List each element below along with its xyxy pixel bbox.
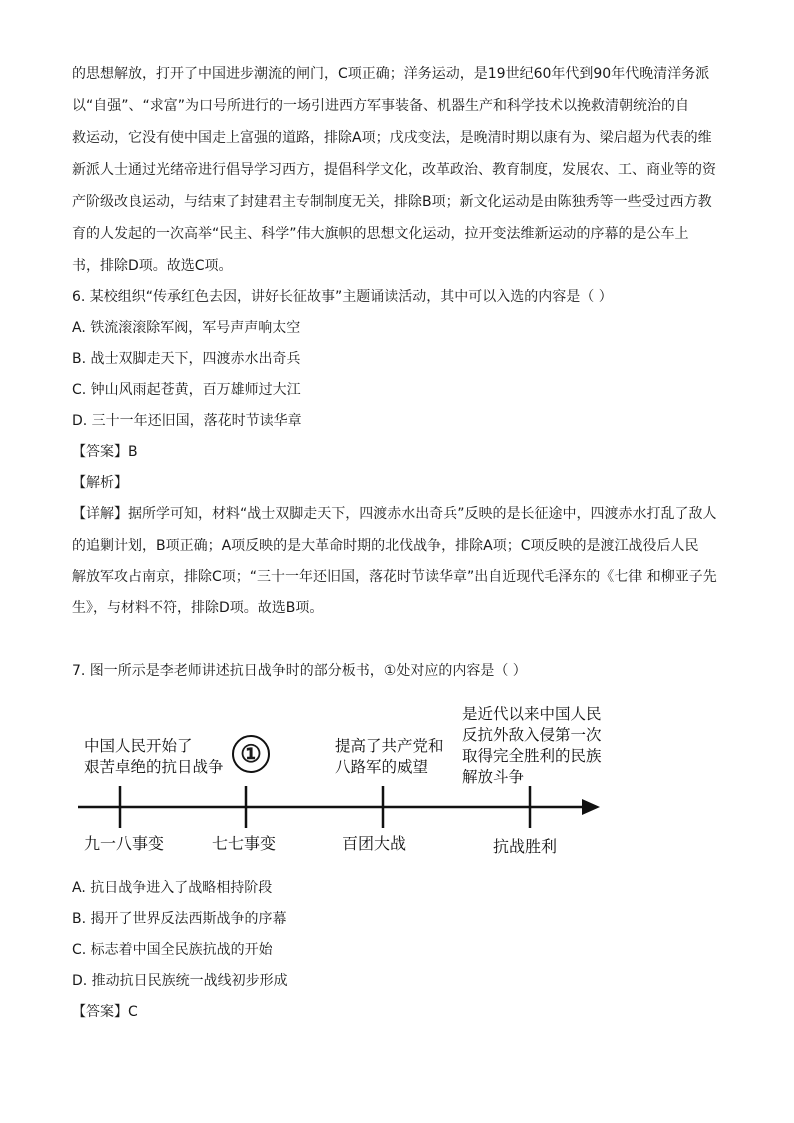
label-line: 反抗外敌入侵第一次 <box>462 726 602 744</box>
label-line: 提高了共产党和 <box>335 737 444 755</box>
detail-line: 解放军攻占南京，排除C项；“三十一年还旧国，落花时节读华章”出自近现代毛泽东的《七律 和柳亚子先 <box>72 569 717 585</box>
detail-line: 的追剿计划，B项正确；A项反映的是大革命时期的北伐战争，排除A项；C项反映的是渡江战役后人民 <box>72 538 699 554</box>
label-line: 取得完全胜利的民族 <box>462 747 602 765</box>
label-line: 中国人民开始了 <box>84 737 193 755</box>
answer-line: 【答案】B <box>72 444 138 460</box>
event-918: 九一八事变 <box>84 834 165 853</box>
event-victory: 抗战胜利 <box>493 837 558 856</box>
text-line: 育的人发起的一次高举“民主、科学”伟大旗帜的思想文化运动，拉开变法维新运动的序幕的是公车上 <box>72 226 689 242</box>
text-line: 救运动，它没有使中国走上富强的道路，排除A项；戊戌变法，是晚清时期以康有为、梁启超为代表的维 <box>72 130 712 146</box>
arrowhead-icon <box>582 799 600 815</box>
text-line: 新派人士通过光绪帝进行倡导学习西方，提倡科学文化，改革政治、教育制度，发展农、工、商业等的资 <box>72 162 716 178</box>
option-c: C. 钟山风雨起苍黄，百万雄师过大江 <box>72 382 301 398</box>
question-stem: 7. 图一所示是李老师讲述抗日战争时的部分板书，①处对应的内容是（ ） <box>72 663 527 679</box>
question-stem: 6. 某校组织“传承红色去因，讲好长征故事”主题诵读活动，其中可以入选的内容是（ ） <box>72 289 613 305</box>
text-line: 产阶级改良运动，与结束了封建君主专制制度无关，排除B项；新文化运动是由陈独秀等一些受过西方教 <box>72 194 712 210</box>
option-d: D. 三十一年还旧国，落花时节读华章 <box>72 413 302 429</box>
option-c: C. 标志着中国全民族抗战的开始 <box>72 942 273 958</box>
text-line: 的思想解放，打开了中国进步潮流的闸门，C项正确；洋务运动，是19世纪60年代到90年代晚清洋务派 <box>72 66 710 82</box>
option-b: B. 战士双脚走天下，四渡赤水出奇兵 <box>72 351 301 367</box>
option-a: A. 抗日战争进入了战略相持阶段 <box>72 880 273 896</box>
analysis-tag: 【解析】 <box>72 475 128 491</box>
label-hundred-regiments-effect <box>335 736 444 778</box>
text-line: 书，排除D项。故选C项。 <box>72 258 233 274</box>
detail-line: 生》，与材料不符，排除D项。故选B项。 <box>72 600 324 616</box>
timeline-figure <box>70 700 610 870</box>
answer-line: 【答案】C <box>72 1004 138 1020</box>
event-77: 七七事变 <box>212 834 277 853</box>
label-victory-effect <box>462 704 602 788</box>
event-hundred-regiments: 百团大战 <box>342 834 407 853</box>
label-918-effect <box>84 736 224 778</box>
option-a: A. 铁流滚滚除军阀，军号声声响太空 <box>72 320 301 336</box>
label-line: 艰苦卓绝的抗日战争 <box>84 758 224 776</box>
label-line: 八路军的威望 <box>335 758 429 776</box>
text-line: 以“自强”、“求富”为口号所进行的一场引进西方军事装备、机器生产和科学技术以挽救清朝统治的自 <box>72 98 690 114</box>
option-d: D. 推动抗日民族统一战线初步形成 <box>72 973 288 989</box>
label-line: 是近代以来中国人民 <box>462 705 602 723</box>
label-line: 解放斗争 <box>462 768 525 786</box>
option-b: B. 揭开了世界反法西斯战争的序幕 <box>72 911 287 927</box>
detail-line: 【详解】据所学可知，材料“战士双脚走天下，四渡赤水出奇兵”反映的是长征途中，四渡赤水打乱了敌人 <box>72 506 717 522</box>
blank-marker-1: ① <box>232 735 270 773</box>
